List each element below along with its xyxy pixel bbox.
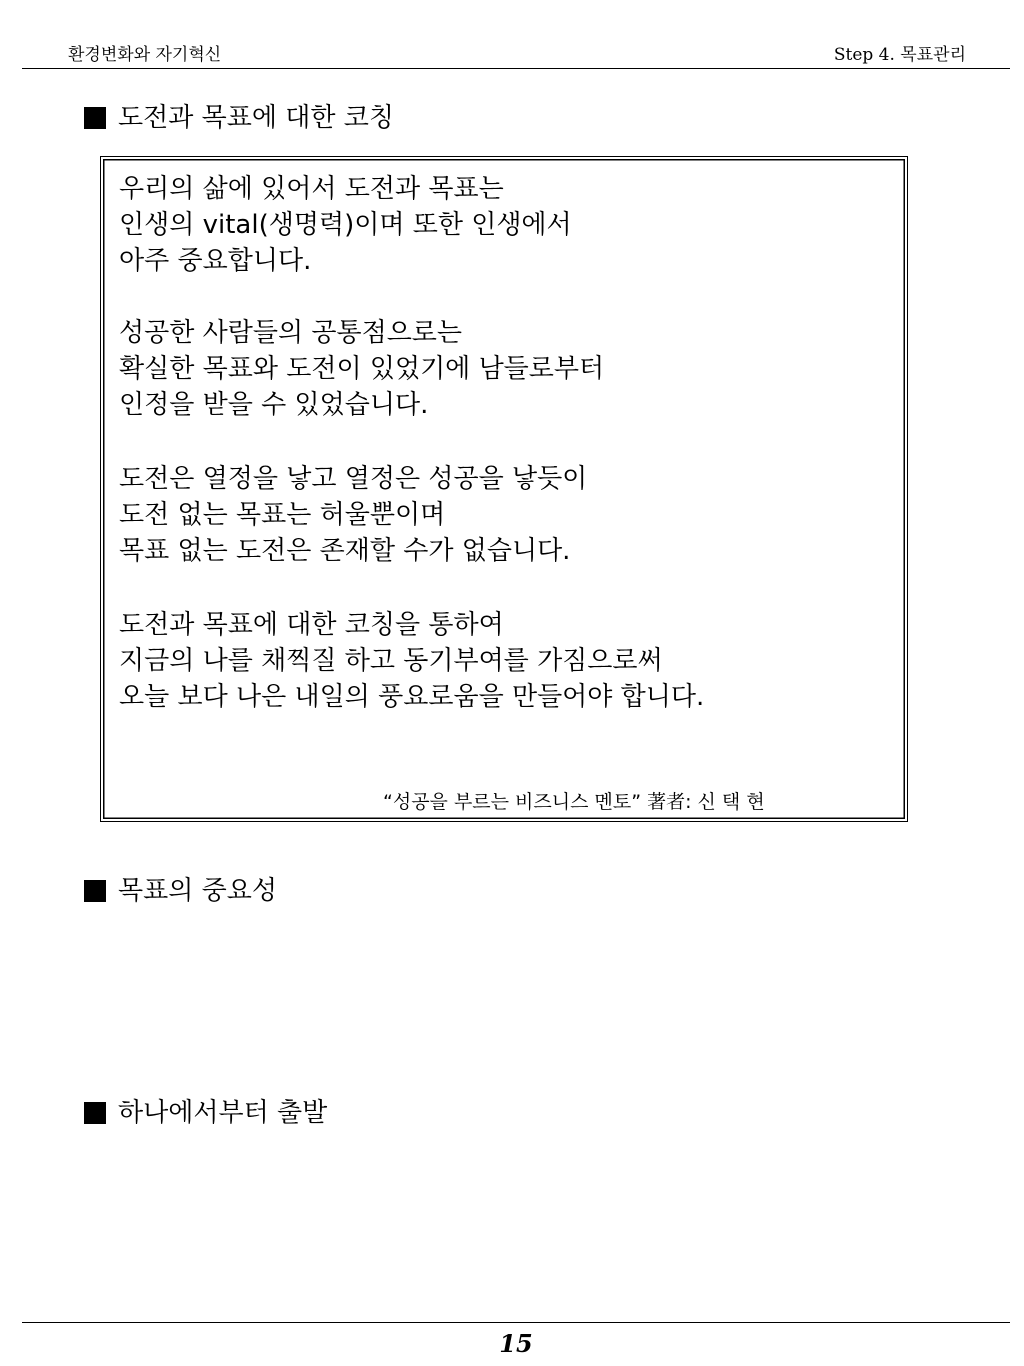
quote-line: 오늘 보다 나은 내일의 풍요로움을 만들어야 합니다.: [119, 682, 705, 712]
quote-attribution: “성공을 부르는 비즈니스 멘토” 著者: 신 택 현: [383, 791, 765, 813]
section-title: 하나에서부터 출발: [118, 1098, 328, 1128]
quote-line: 도전 없는 목표는 허울뿐이며: [119, 500, 446, 530]
page-footer: [22, 1322, 1010, 1366]
black-square-icon: [84, 107, 106, 129]
quote-line: 목표 없는 도전은 존재할 수가 없습니다.: [119, 536, 571, 566]
quote-line: 확실한 목표와 도전이 있었기에 남들로부터: [119, 354, 605, 384]
section-heading-start: [84, 1098, 327, 1128]
quote-line: 우리의 삶에 있어서 도전과 목표는: [119, 174, 504, 204]
quote-paragraph: [119, 461, 587, 569]
black-square-icon: [84, 880, 106, 902]
quote-line: 성공한 사람들의 공통점으로는: [119, 318, 463, 348]
quote-line: 인정을 받을 수 있었습니다.: [119, 390, 429, 420]
section-title: 도전과 목표에 대한 코칭: [118, 103, 394, 133]
page-number: 15: [499, 1329, 533, 1358]
black-square-icon: [84, 1102, 106, 1124]
section-title: 목표의 중요성: [118, 876, 277, 906]
quote-paragraph: [119, 315, 604, 423]
section-heading-coaching: [84, 103, 394, 133]
quote-box: [100, 156, 908, 822]
page-header: [22, 36, 1010, 69]
header-document-title: 환경변화와 자기혁신: [68, 45, 222, 65]
quote-line: 지금의 나를 채찍질 하고 동기부여를 가짐으로써: [119, 646, 663, 676]
quote-line: 인생의 vital(생명력)이며 또한 인생에서: [119, 210, 572, 240]
quote-line: 도전과 목표에 대한 코칭을 통하여: [119, 610, 504, 640]
section-heading-importance: [84, 876, 277, 906]
quote-paragraph: [119, 171, 572, 279]
header-chapter-label: Step 4. 목표관리: [833, 45, 966, 65]
quote-line: 도전은 열정을 낳고 열정은 성공을 낳듯이: [119, 464, 588, 494]
quote-line: 아주 중요합니다.: [119, 246, 312, 276]
quote-paragraph: [119, 607, 704, 715]
